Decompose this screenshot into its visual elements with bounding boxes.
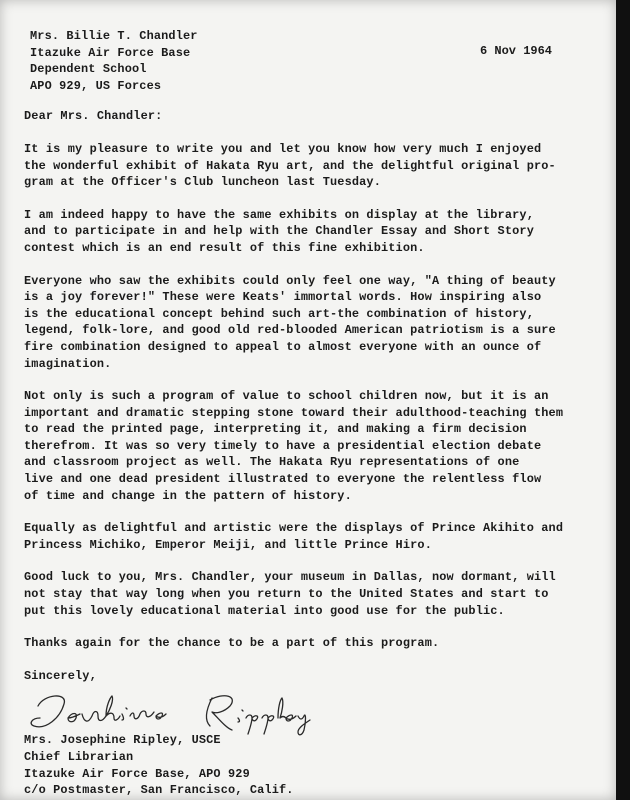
paragraph-line: Good luck to you, Mrs. Chandler, your museum in Dallas, now dormant, will [24, 570, 556, 585]
recipient-line: Mrs. Billie T. Chandler [30, 29, 198, 43]
handwritten-signature [24, 688, 604, 732]
paragraph-line: Equally as delightful and artistic were the displays of Prince Akihito and [24, 521, 564, 536]
paragraph-line: important and dramatic stepping stone toward their adulthood-teaching them [24, 405, 564, 420]
paragraph-line: is a joy forever!" These were Keats' immortal words. How inspiring also [24, 290, 542, 305]
letter-body [24, 28, 604, 799]
signer-line: Chief Librarian [24, 750, 134, 764]
recipient-line: Itazuke Air Force Base [30, 45, 191, 60]
salutation-text: Dear Mrs. Chandler: [24, 109, 163, 124]
recipient-address [30, 28, 604, 94]
letter-date: 6 Nov 1964 [480, 44, 553, 58]
paragraph-line: and classroom project as well. The Hakata Ryu representations of one [24, 455, 520, 470]
paragraph-line: and to participate in and help with the Chandler Essay and Short Story [24, 224, 534, 239]
paragraph-1 [24, 141, 604, 191]
paragraph-line: not stay that way long when you return to the United States and start to [24, 587, 549, 602]
paragraph-7 [24, 635, 604, 652]
paragraph-line: legend, folk-lore, and good old red-blooded American patriotism is a sure [24, 323, 556, 338]
paragraph-line: Everyone who saw the exhibits could only feel one way, "A thing of beauty [24, 273, 556, 288]
paragraph-line: Princess Michiko, Emperor Meiji, and little Prince Hiro. [24, 537, 432, 552]
paragraph-6 [24, 569, 604, 619]
paragraph-line: therefrom. It was so very timely to have a presidential election debate [24, 438, 542, 453]
closing-text: Sincerely, [24, 668, 97, 683]
signer-line: Mrs. Josephine Ripley, USCE [24, 733, 221, 748]
paragraph-line: is the educational concept behind such art-the combination of history, [24, 306, 534, 321]
salutation [24, 108, 604, 125]
closing [24, 668, 604, 685]
scan-edge [616, 0, 630, 800]
paragraph-line: the wonderful exhibit of Hakata Ryu art, and the delightful original pro- [24, 158, 556, 173]
paragraph-4 [24, 388, 604, 504]
paragraph-line: gram at the Officer's Club luncheon last Tuesday. [24, 175, 381, 190]
paragraph-line: of time and change in the pattern of history. [24, 488, 352, 503]
signer-block [24, 732, 604, 798]
paragraph-line: I am indeed happy to have the same exhibits on display at the library, [24, 207, 534, 222]
paragraph-5 [24, 520, 604, 553]
paragraph-line: It is my pleasure to write you and let you know how very much I enjoyed [24, 141, 542, 156]
paragraph-line: fire combination designed to appeal to almost everyone with an ounce of [24, 339, 542, 354]
recipient-line: APO 929, US Forces [30, 78, 162, 93]
paragraph-2 [24, 207, 604, 257]
paragraph-line: Not only is such a program of value to school children now, but it is an [24, 389, 549, 404]
paragraph-line: to read the printed page, interpreting it, and making a firm decision [24, 422, 527, 437]
recipient-line: Dependent School [30, 62, 147, 77]
paragraph-line: put this lovely educational material into good use for the public. [24, 603, 505, 618]
signer-line: c/o Postmaster, San Francisco, Calif. [24, 783, 294, 798]
signer-line: Itazuke Air Force Base, APO 929 [24, 766, 250, 781]
paragraph-line: Thanks again for the chance to be a part of this program. [24, 636, 440, 651]
paragraph-line: live and one dead president illustrated to everyone the relentless flow [24, 472, 542, 487]
paragraph-line: imagination. [24, 356, 112, 371]
paragraph-line: contest which is an end result of this fine exhibition. [24, 240, 425, 255]
paragraph-3 [24, 273, 604, 373]
signature-scribble [24, 688, 444, 738]
